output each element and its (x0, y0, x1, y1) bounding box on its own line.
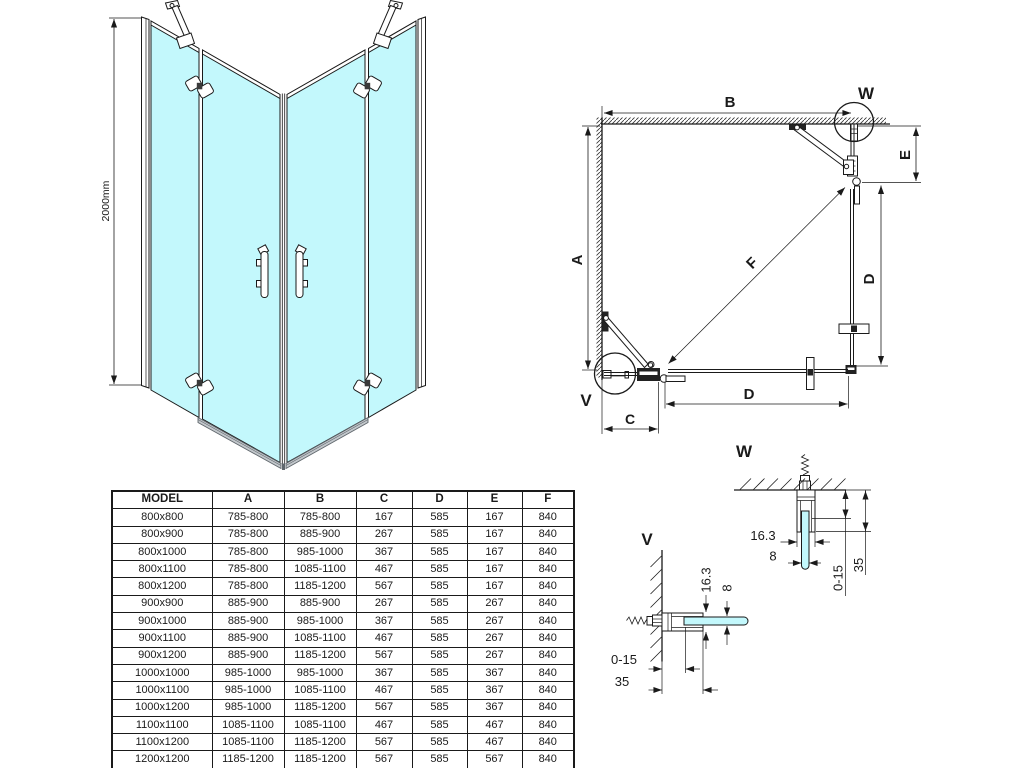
table-cell: 1185-1200 (284, 647, 356, 664)
screw-icon (800, 455, 811, 491)
table-cell: 900x900 (112, 595, 212, 612)
table-cell: 267 (467, 647, 522, 664)
plan-support-bar-right (789, 125, 854, 175)
table-header-cell: F (522, 491, 574, 509)
rail-corner (282, 464, 285, 471)
table-row (112, 595, 574, 612)
table-cell: 885-900 (212, 595, 284, 612)
table-cell: 885-900 (212, 613, 284, 630)
table-cell: 785-800 (212, 561, 284, 578)
table-cell: 267 (467, 630, 522, 647)
table-header-cell: D (412, 491, 467, 509)
table-cell: 467 (356, 630, 412, 647)
table-cell: 840 (522, 682, 574, 699)
table-cell: 885-900 (212, 630, 284, 647)
table-cell: 840 (522, 561, 574, 578)
table-cell: 585 (412, 647, 467, 664)
dimension-e-label: E (897, 149, 914, 161)
table-cell: 167 (467, 561, 522, 578)
table-cell: 885-900 (284, 526, 356, 543)
table-cell: 267 (467, 613, 522, 630)
table-cell: 840 (522, 664, 574, 681)
dimension-b-label: B (724, 94, 736, 111)
table-cell: 267 (356, 526, 412, 543)
table-cell: 1085-1100 (212, 734, 284, 751)
table-cell: 1085-1100 (284, 716, 356, 733)
table-header-cell: MODEL (112, 491, 212, 509)
table-cell: 585 (412, 543, 467, 560)
wall-hatch (740, 479, 846, 490)
glass-section (684, 617, 748, 625)
table-cell: 585 (412, 613, 467, 630)
table-cell: 885-900 (212, 647, 284, 664)
table-cell: 367 (356, 543, 412, 560)
table-cell: 167 (467, 509, 522, 526)
table-cell: 800x1100 (112, 561, 212, 578)
table-cell: 367 (467, 682, 522, 699)
table-cell: 885-900 (284, 595, 356, 612)
detail-v-slot-width: 16.3 (698, 567, 714, 593)
height-dimension-label: 2000mm (100, 180, 112, 222)
left-wall-hatch (597, 118, 603, 378)
left-wall-profile (142, 17, 150, 388)
table-cell: 367 (467, 664, 522, 681)
plan-support-bar-left (603, 312, 653, 368)
table-cell: 567 (356, 647, 412, 664)
table-header-cell: A (212, 491, 284, 509)
dimension-f-label: F (743, 254, 762, 273)
detail-v-glass-thickness: 8 (719, 584, 735, 592)
table-cell: 167 (356, 509, 412, 526)
table-cell: 567 (356, 734, 412, 751)
table-cell: 585 (412, 699, 467, 716)
dimension-a-label: A (569, 254, 586, 266)
table-cell: 585 (412, 682, 467, 699)
table-row (112, 578, 574, 595)
table-cell: 1185-1200 (284, 734, 356, 751)
table-cell: 840 (522, 578, 574, 595)
detail-v (611, 530, 748, 694)
table-row (112, 630, 574, 647)
table-cell: 840 (522, 509, 574, 526)
table-cell: 785-800 (212, 543, 284, 560)
table-header-cell: C (356, 491, 412, 509)
table-cell: 840 (522, 543, 574, 560)
table-cell: 567 (356, 578, 412, 595)
table-cell: 900x1100 (112, 630, 212, 647)
table-cell: 1185-1200 (284, 578, 356, 595)
table-cell: 367 (467, 699, 522, 716)
table-cell: 1100x1100 (112, 716, 212, 733)
table-cell: 800x900 (112, 526, 212, 543)
detail-w-slot-width: 16.3 (750, 528, 776, 543)
table-header-row (112, 491, 574, 509)
table-cell: 840 (522, 699, 574, 716)
table-cell: 840 (522, 613, 574, 630)
table-cell: 840 (522, 716, 574, 733)
table-cell: 985-1000 (212, 682, 284, 699)
table-row (112, 751, 574, 768)
table-cell: 1185-1200 (212, 751, 284, 768)
table-header-cell: E (467, 491, 522, 509)
wall-hatch (651, 556, 662, 662)
table-cell: 267 (467, 595, 522, 612)
table-row (112, 664, 574, 681)
table-cell: 1085-1100 (284, 682, 356, 699)
detail-marker-w-label: W (857, 84, 875, 103)
table-cell: 840 (522, 526, 574, 543)
detail-w-adjustment: 0-15 (830, 564, 846, 592)
table-cell: 800x1200 (112, 578, 212, 595)
table-cell: 1085-1100 (284, 561, 356, 578)
detail-marker-v-label: V (580, 391, 592, 410)
table-cell: 585 (412, 734, 467, 751)
screw-icon (627, 615, 663, 626)
table-cell: 985-1000 (284, 613, 356, 630)
table-cell: 840 (522, 595, 574, 612)
table-cell: 1100x1200 (112, 734, 212, 751)
table-cell: 585 (412, 578, 467, 595)
table-cell: 900x1200 (112, 647, 212, 664)
size-specification-table (111, 490, 575, 768)
detail-w-glass-thickness: 8 (769, 548, 777, 564)
detail-w (734, 442, 871, 596)
table-cell: 167 (467, 543, 522, 560)
table-cell: 585 (412, 595, 467, 612)
table-cell: 585 (412, 526, 467, 543)
table-row (112, 699, 574, 716)
table-header-cell: B (284, 491, 356, 509)
front-isometric-view (100, 1, 426, 471)
table-cell: 585 (412, 509, 467, 526)
table-cell: 585 (412, 716, 467, 733)
table-cell: 567 (356, 751, 412, 768)
table-cell: 467 (467, 716, 522, 733)
table-row (112, 543, 574, 560)
table-cell: 1000x1200 (112, 699, 212, 716)
table-cell: 1085-1100 (212, 716, 284, 733)
table-row (112, 647, 574, 664)
detail-v-depth: 35 (614, 674, 630, 689)
table-row (112, 526, 574, 543)
top-wall-hatch (601, 118, 886, 125)
table-cell: 985-1000 (284, 664, 356, 681)
table-cell: 800x800 (112, 509, 212, 526)
table-cell: 467 (356, 682, 412, 699)
table-cell: 1200x1200 (112, 751, 212, 768)
table-cell: 585 (412, 561, 467, 578)
table-cell: 585 (412, 630, 467, 647)
table-row (112, 613, 574, 630)
table-row (112, 716, 574, 733)
dimension-d-bottom-label: D (743, 386, 755, 403)
table-row (112, 682, 574, 699)
table-cell: 267 (356, 595, 412, 612)
table-cell: 467 (356, 716, 412, 733)
table-cell: 567 (467, 751, 522, 768)
table-cell: 785-800 (284, 509, 356, 526)
dimension-c-label: C (624, 411, 636, 427)
table-cell: 900x1000 (112, 613, 212, 630)
table-cell: 1000x1000 (112, 664, 212, 681)
table-cell: 785-800 (212, 509, 284, 526)
table-head (112, 491, 574, 509)
table-cell: 1085-1100 (284, 630, 356, 647)
table-cell: 800x1000 (112, 543, 212, 560)
table-cell: 1185-1200 (284, 751, 356, 768)
table-cell: 840 (522, 734, 574, 751)
table-cell: 467 (467, 734, 522, 751)
detail-w-title: W (735, 442, 753, 461)
dimension-d-right-label: D (861, 273, 878, 285)
table-cell: 367 (356, 664, 412, 681)
table-row (112, 509, 574, 526)
table-cell: 367 (356, 613, 412, 630)
table-cell: 985-1000 (212, 664, 284, 681)
table-cell: 840 (522, 647, 574, 664)
table-cell: 785-800 (212, 526, 284, 543)
detail-v-adjustment: 0-15 (610, 652, 638, 667)
detail-v-title: V (641, 530, 653, 549)
dimension-f-line (669, 188, 846, 364)
table-cell: 167 (467, 578, 522, 595)
table-cell: 585 (412, 751, 467, 768)
table-body (112, 509, 574, 768)
plan-view (569, 84, 921, 434)
table-cell: 1185-1200 (284, 699, 356, 716)
table-cell: 585 (412, 664, 467, 681)
table-cell: 985-1000 (212, 699, 284, 716)
table-cell: 567 (356, 699, 412, 716)
table-row (112, 734, 574, 751)
detail-w-depth: 35 (851, 557, 866, 573)
table-cell: 840 (522, 751, 574, 768)
table-cell: 840 (522, 630, 574, 647)
table-cell: 785-800 (212, 578, 284, 595)
table-cell: 1000x1100 (112, 682, 212, 699)
table-cell: 167 (467, 526, 522, 543)
table-cell: 985-1000 (284, 543, 356, 560)
table-cell: 467 (356, 561, 412, 578)
table-row (112, 561, 574, 578)
glass-section (802, 511, 810, 569)
